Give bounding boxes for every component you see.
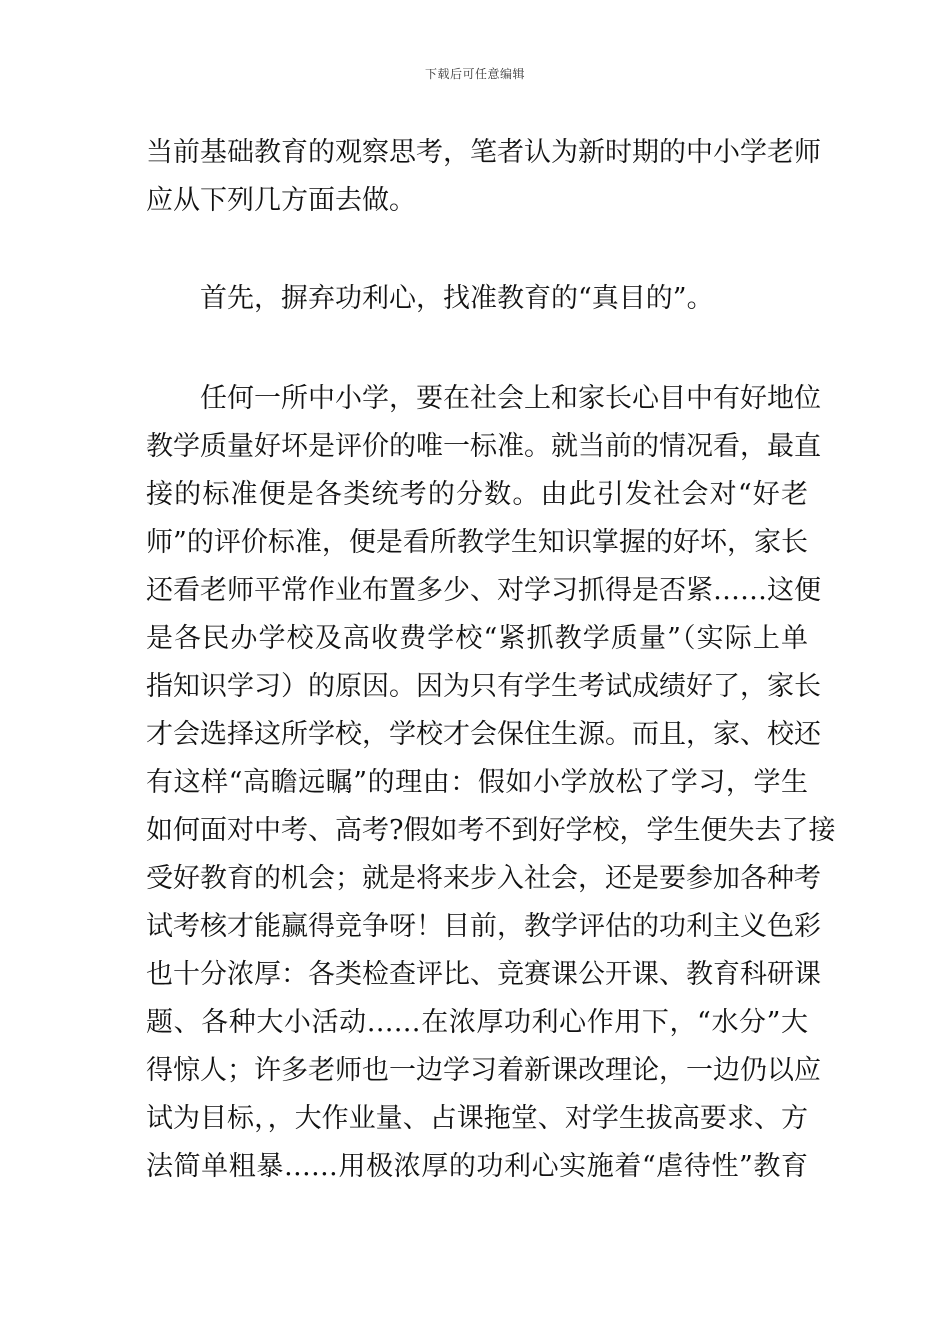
text-line: 是各民办学校及高收费学校“紧抓教学质量”（实际上单	[146, 623, 808, 654]
page-header: 下载后可任意编辑	[424, 67, 525, 81]
text-line: 当前基础教育的观察思考，笔者认为新时期的中小学老师	[146, 137, 821, 168]
text-line: 指知识学习）的原因。因为只有学生考试成绩好了，家长	[146, 671, 821, 702]
paragraph-heading-first	[146, 275, 808, 323]
text-line: 受好教育的机会；就是将来步入社会，还是要参加各种考	[146, 863, 821, 894]
text-line: 任何一所中小学，要在社会上和家长心目中有好地位	[146, 383, 821, 414]
text-line: 接的标准便是各类统考的分数。由此引发社会对“好老	[146, 479, 808, 510]
text-line: 还看老师平常作业布置多少、对学习抓得是否紧……这便	[146, 575, 821, 606]
text-line: 试为目标，，大作业量、占课拖堂、对学生拔高要求、方	[146, 1103, 808, 1134]
text-line: 才会选择这所学校，学校才会保住生源。而且，家、校还	[146, 719, 821, 750]
text-line: 如何面对中考、高考?假如考不到好学校，学生便失去了接	[146, 815, 836, 846]
text-line: 题、各种大小活动……在浓厚功利心作用下，“水分”大	[146, 1007, 808, 1038]
text-line: 试考核才能赢得竞争呀！目前，教学评估的功利主义色彩	[146, 911, 821, 942]
text-line: 有这样“高瞻远瞩”的理由：假如小学放松了学习，学生	[146, 767, 808, 798]
text-line: 师”的评价标准，便是看所教学生知识掌握的好坏，家长	[146, 527, 808, 558]
text-line: 得惊人；许多老师也一边学习着新课改理论，一边仍以应	[146, 1055, 821, 1086]
text-line: 也十分浓厚：各类检查评比、竞赛课公开课、教育科研课	[146, 959, 821, 990]
section-heading: 首先，摒弃功利心，找准教育的“真目的”。	[146, 283, 714, 314]
text-line: 教学质量好坏是评价的唯一标准。就当前的情况看，最直	[146, 431, 821, 462]
paragraph-intro	[146, 129, 821, 225]
text-line: 应从下列几方面去做。	[146, 185, 416, 216]
paragraph-body	[146, 375, 836, 1191]
text-line: 法简单粗暴……用极浓厚的功利心实施着“虐待性”教育	[146, 1151, 808, 1182]
